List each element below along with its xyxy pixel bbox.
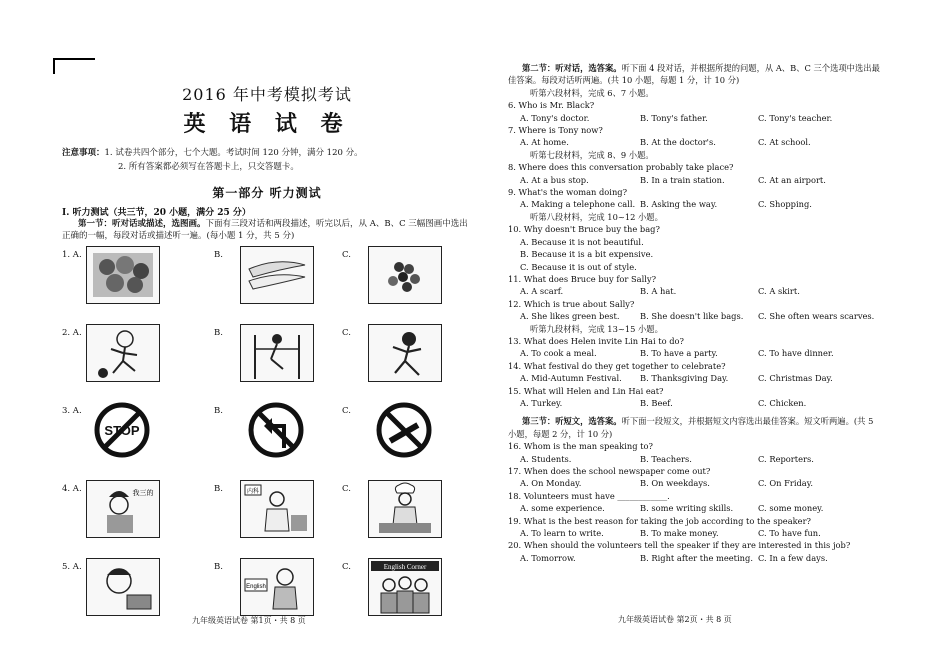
answer-options	[508, 502, 880, 514]
answer-options	[508, 397, 880, 409]
answer-c: C. To have fun.	[758, 528, 821, 539]
answer-a: A. Because it is not beautiful.	[520, 236, 644, 247]
answer-a: A. Turkey.	[520, 397, 563, 408]
answer-c: C. In a few days.	[758, 552, 828, 563]
subsection-text: 下面有三段对话和两段描述，听完以后，从 A、B、C 三幅图画中选出正确的一幅，每段对话或描述听一遍。(每小题 1 分，共 5 分)	[62, 219, 468, 241]
high-jump-icon	[241, 325, 313, 381]
answer-b: B. In a train station.	[640, 174, 725, 185]
option-c	[342, 558, 470, 616]
subsection-title: 第一节：听对话或描述，选图画。	[78, 219, 206, 229]
answer-b: B. At the doctor's.	[640, 137, 716, 148]
page-footer: 九年级英语试卷 第2页・共 8 页	[618, 614, 732, 624]
section3-text: 听下面一段短文，并根据短文内容选出最佳答案。短文听两遍。(共 5 小题，每题 2 分，计 10 分)	[508, 416, 874, 439]
option-label: B.	[214, 406, 223, 416]
exam-subtitle: 英 语 试 卷	[183, 111, 351, 137]
answer-a: A. To learn to write.	[520, 528, 604, 539]
answer-c: C. She often wears scarves.	[758, 311, 875, 322]
answer-a: A. To cook a meal.	[520, 348, 597, 359]
stop-text: STOP	[104, 423, 140, 438]
option-a	[86, 558, 214, 616]
no-left-turn-picture	[240, 402, 312, 458]
answer-c: C. some money.	[758, 503, 824, 514]
stop-sign-icon	[86, 402, 158, 458]
banana-icon	[241, 247, 313, 303]
answer-b: B. Asking the way.	[640, 199, 718, 210]
answer-a: A. Making a telephone call.	[520, 199, 636, 210]
football-player-picture	[86, 324, 160, 382]
option-c	[342, 480, 470, 538]
notice	[62, 146, 472, 174]
boy-radio-picture	[86, 558, 160, 616]
answer-c: C. To have dinner.	[758, 348, 834, 359]
section2-text: 听下面 4 段对话，并根据所提的问题，从 A、B、C 三个选项中选出最佳答案。每段对话听两遍。(共 10 小题，每题 1 分，计 10 分)	[508, 63, 880, 86]
section2-title: 第二节：听对话，选答案。	[522, 63, 622, 73]
answer-c: C. Tony's teacher.	[758, 112, 833, 123]
question-row	[62, 246, 472, 320]
option-a	[86, 324, 214, 382]
answer-a: A. some experience.	[520, 503, 605, 514]
material-note: 听第九段材料，完成 13~15 小题。	[530, 323, 663, 334]
answer-options	[508, 198, 880, 210]
answer-c: C. Chicken.	[758, 397, 807, 408]
answer-b: B. Tony's father.	[640, 112, 708, 123]
answer-a: A. Tony's doctor.	[520, 112, 590, 123]
question-text: 9. What's the woman doing?	[508, 187, 628, 198]
fruit-picture	[86, 246, 160, 304]
skating-picture	[368, 324, 442, 382]
english-corner-text: English Corner	[383, 563, 427, 571]
question-text: 12. Which is true about Sally?	[508, 298, 635, 309]
answer-options	[508, 310, 880, 322]
question-row	[62, 324, 472, 398]
option-b	[214, 480, 342, 538]
question-number: 2. A.	[62, 328, 82, 338]
answer-c: C. At an airport.	[758, 174, 826, 185]
answer-b: B. Right after the meeting.	[640, 552, 753, 563]
question-text: 18. Volunteers must have ____________.	[508, 490, 670, 501]
strawberries-icon	[87, 247, 159, 303]
no-smoking-icon	[368, 402, 440, 458]
option-a	[86, 402, 214, 458]
answer-b: B. some writing skills.	[640, 503, 734, 514]
answer-c: C. A skirt.	[758, 286, 800, 297]
answer-a: A. Students.	[520, 453, 572, 464]
running-boy-icon	[87, 325, 159, 381]
answer-c: C. On Friday.	[758, 478, 813, 489]
option-label: C.	[342, 250, 351, 260]
no-left-turn-icon	[240, 402, 312, 458]
speech-text: 我三的	[132, 489, 154, 497]
option-label: C.	[342, 406, 351, 416]
answer-options	[508, 372, 880, 384]
answer-options	[508, 527, 880, 539]
question-block	[508, 440, 880, 564]
question-block	[508, 161, 880, 211]
question-text: 7. Where is Tony now?	[508, 125, 603, 136]
question-row	[62, 480, 472, 554]
answer-c: C. At school.	[758, 137, 811, 148]
section-instructions	[62, 218, 472, 242]
question-row	[62, 402, 472, 476]
option-b	[214, 324, 342, 382]
material-note: 听第七段材料，完成 8、9 小题。	[530, 149, 654, 160]
grapes-picture	[368, 246, 442, 304]
question-number: 5. A.	[62, 562, 82, 572]
answer-a: A. Tomorrow.	[520, 552, 576, 563]
answer-options	[508, 136, 880, 148]
section3-heading	[508, 415, 880, 440]
option-b	[214, 246, 342, 304]
option-label: B.	[214, 562, 223, 572]
option-label: C.	[342, 484, 351, 494]
part-heading: 第一部分 听力测试	[212, 186, 322, 200]
question-text: 19. What is the best reason for taking the job according to the speaker?	[508, 515, 811, 526]
doctor-icon	[241, 481, 313, 537]
question-text: 16. Whom is the man speaking to?	[508, 441, 653, 452]
material-note: 听第六段材料，完成 6、7 小题。	[530, 87, 654, 98]
option-label: B.	[214, 328, 223, 338]
stop-sign-picture	[86, 402, 158, 458]
chef-icon	[369, 481, 441, 537]
option-a	[86, 480, 214, 538]
answer-a: A. At home.	[520, 137, 569, 148]
option-c	[342, 402, 470, 458]
boy-listening-icon	[87, 559, 159, 615]
high-jump-picture	[240, 324, 314, 382]
answer-options	[508, 552, 880, 564]
question-number: 3. A.	[62, 406, 82, 416]
question-text: 10. Why doesn't Bruce buy the bag?	[508, 224, 660, 235]
grapes-icon	[369, 247, 441, 303]
question-text: 14. What festival do they get together to celebrate?	[508, 360, 726, 371]
woman-cooking-picture	[86, 480, 160, 538]
english-book-icon	[241, 559, 313, 615]
option-label: C.	[342, 328, 351, 338]
question-number: 1. A.	[62, 250, 82, 260]
clinic-sign-text: 内科	[246, 488, 260, 495]
notice-label: 注意事项：	[62, 148, 105, 158]
banana-picture	[240, 246, 314, 304]
option-label: C.	[342, 562, 351, 572]
answer-a: A. A scarf.	[520, 286, 564, 297]
material-note: 听第八段材料，完成 10~12 小题。	[530, 211, 663, 222]
answer-options	[508, 477, 880, 489]
question-text: 20. When should the volunteers tell the speaker if they are interested in this job?	[508, 540, 851, 551]
answer-a: A. At a bus stop.	[520, 174, 589, 185]
option-b	[214, 402, 342, 458]
answer-options	[508, 453, 880, 465]
section2-heading	[508, 62, 880, 87]
question-block	[508, 223, 880, 322]
answer-c: C. Because it is out of style.	[520, 261, 637, 272]
answer-b: B. On weekdays.	[640, 478, 710, 489]
question-text: 11. What does Bruce buy for Sally?	[508, 273, 657, 284]
section3-title: 第三节：听短文，选答案。	[522, 416, 622, 427]
skater-icon	[369, 325, 441, 381]
option-b	[214, 558, 342, 616]
answer-b: B. A hat.	[640, 286, 677, 297]
answer-b: B. To make money.	[640, 528, 719, 539]
answer-b: B. Because it is a bit expensive.	[520, 249, 654, 260]
option-a	[86, 246, 214, 304]
answer-a: A. On Monday.	[520, 478, 582, 489]
answer-a: A. Mid-Autumn Festival.	[520, 373, 622, 384]
notice-line-1: 1. 试卷共四个部分，七个大题。考试时间 120 分钟，满分 120 分。	[104, 148, 363, 158]
english-book-text: English	[246, 584, 266, 590]
answer-b: B. Thanksgiving Day.	[640, 373, 729, 384]
answer-c: C. Reporters.	[758, 453, 814, 464]
exam-title: 2016 年中考模拟考试	[182, 85, 352, 104]
left-page	[62, 62, 472, 625]
notice-line-2: 2. 所有答案都必须写在答题卡上，只交答题卡。	[118, 162, 299, 172]
option-label: B.	[214, 250, 223, 260]
answer-b: B. Beef.	[640, 397, 673, 408]
answer-c: C. Shopping.	[758, 199, 812, 210]
answer-b: B. To have a party.	[640, 348, 718, 359]
question-text: 17. When does the school newspaper come out?	[508, 466, 711, 476]
option-c	[342, 246, 470, 304]
doctor-picture	[240, 480, 314, 538]
section-heading: Ⅰ. 听力测试（共三节，20 小题，满分 25 分）	[62, 208, 251, 218]
woman-icon	[87, 481, 159, 537]
question-block	[508, 99, 880, 149]
option-c	[342, 324, 470, 382]
answer-options	[508, 285, 880, 297]
answer-b: B. She doesn't like bags.	[640, 311, 744, 322]
answer-a: A. She likes green best.	[520, 311, 620, 322]
answer-options	[508, 174, 880, 186]
english-corner-icon	[369, 559, 441, 615]
question-text: 6. Who is Mr. Black?	[508, 100, 595, 111]
option-label: B.	[214, 484, 223, 494]
no-smoking-picture	[368, 402, 440, 458]
question-text: 8. Where does this conversation probably take place?	[508, 162, 734, 173]
answer-options	[508, 347, 880, 359]
english-corner-picture	[368, 558, 442, 616]
answer-b: B. Teachers.	[640, 453, 692, 464]
question-number: 4. A.	[62, 484, 82, 494]
right-page	[508, 62, 880, 622]
question-block	[508, 335, 880, 409]
chef-picture	[368, 480, 442, 538]
question-text: 15. What will Helen and Lin Hai eat?	[508, 385, 664, 396]
answer-options	[508, 112, 880, 124]
english-class-picture	[240, 558, 314, 616]
question-text: 13. What does Helen invite Lin Hai to do?	[508, 335, 684, 346]
answer-c: C. Christmas Day.	[758, 373, 833, 384]
page-footer: 九年级英语试卷 第1页・共 8 页	[192, 616, 306, 625]
